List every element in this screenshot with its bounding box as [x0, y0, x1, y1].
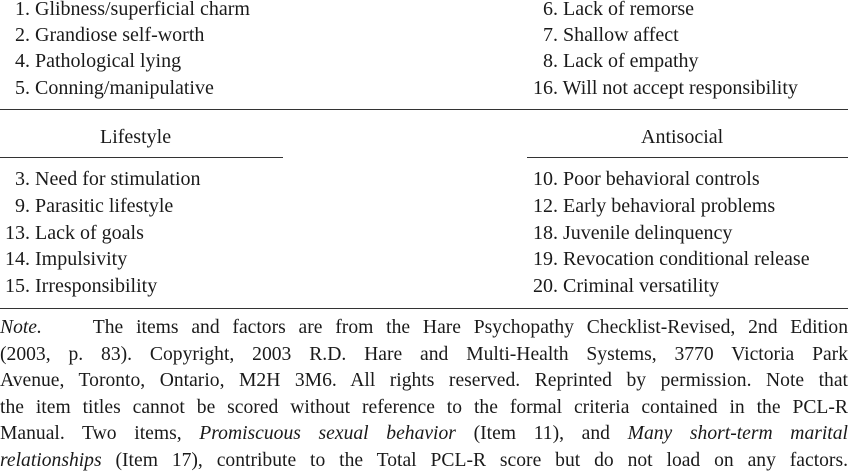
item-number: 2.	[0, 22, 30, 48]
item-number: 18.	[0, 220, 558, 246]
item-label: Irresponsibility	[35, 275, 157, 297]
table-row	[0, 166, 760, 192]
item-number: 8.	[0, 48, 558, 74]
item-label: Glibness/superficial charm	[35, 0, 250, 20]
section-divider	[0, 109, 848, 110]
item-label: Criminal versatility	[563, 275, 719, 297]
item-number: 3.	[0, 166, 30, 192]
note-line: the item titles cannot be scored without reference to the formal criteria contained in the PCL-R	[0, 395, 848, 422]
table-row	[0, 75, 798, 101]
note-line: Avenue, Toronto, Ontario, M2H 3M6. All rights reserved. Reprinted by permission. Note that	[0, 368, 848, 395]
item-number: 9.	[0, 193, 30, 219]
item-label: Parasitic lifestyle	[35, 195, 173, 217]
item-label: Need for stimulation	[35, 168, 201, 190]
item-label: Lack of empathy	[563, 50, 699, 72]
table-row	[0, 22, 679, 48]
note-italic-term: Many short-term marital	[628, 423, 848, 444]
item-label: Lack of goals	[35, 222, 144, 244]
item-number: 20.	[0, 273, 558, 299]
table-row	[0, 193, 775, 219]
note-line	[0, 421, 848, 448]
note-text: The items and factors are from the Hare Psychopathy Checklist-Revised, 2nd Edition	[93, 317, 848, 338]
table-row	[0, 0, 694, 22]
note-line	[0, 448, 848, 474]
table-bottom-rule	[0, 308, 848, 309]
note-italic-term: Promiscuous sexual behavior	[199, 423, 456, 444]
item-number: 7.	[0, 22, 558, 48]
note-text: Manual. Two items,	[0, 423, 182, 444]
item-label: Impulsivity	[35, 248, 127, 270]
table-row	[0, 273, 719, 299]
item-label: Revocation conditional release	[563, 248, 810, 270]
note-italic-term: relationships	[0, 450, 102, 471]
item-label: Poor behavioral controls	[563, 168, 760, 190]
note-line	[0, 315, 848, 342]
note-label: Note.	[0, 317, 42, 338]
item-number: 15.	[0, 273, 30, 299]
item-number: 12.	[0, 193, 558, 219]
note-text: (Item 17), contribute to the Total PCL-R score but do not load on any factors.	[116, 450, 848, 471]
item-label: Pathological lying	[35, 50, 181, 72]
table-row	[0, 246, 810, 272]
item-label: Will not accept responsibility	[563, 77, 798, 99]
item-label: Shallow affect	[563, 24, 679, 46]
antisocial-heading: Antisocial	[641, 124, 723, 150]
item-label: Juvenile delinquency	[563, 222, 732, 244]
lifestyle-underline	[0, 157, 283, 158]
item-number: 13.	[0, 220, 30, 246]
item-number: 1.	[0, 0, 30, 22]
note-text: (Item 11), and	[474, 423, 610, 444]
antisocial-underline	[527, 157, 848, 158]
lifestyle-heading: Lifestyle	[100, 124, 171, 150]
item-number: 16.	[0, 75, 558, 101]
item-number: 14.	[0, 246, 30, 272]
note-line: (2003, p. 83). Copyright, 2003 R.D. Hare and Multi-Health Systems, 3770 Victoria Park	[0, 342, 848, 369]
item-number: 10.	[0, 166, 558, 192]
item-label: Lack of remorse	[563, 0, 694, 20]
table-note	[0, 315, 848, 474]
item-label: Grandiose self-worth	[35, 24, 204, 46]
item-label: Early behavioral problems	[563, 195, 775, 217]
item-number: 4.	[0, 48, 30, 74]
item-number: 5.	[0, 75, 30, 101]
table-row	[0, 48, 699, 74]
table-row	[0, 220, 732, 246]
item-number: 6.	[0, 0, 558, 22]
item-number: 19.	[0, 246, 558, 272]
item-label: Conning/manipulative	[35, 77, 214, 99]
